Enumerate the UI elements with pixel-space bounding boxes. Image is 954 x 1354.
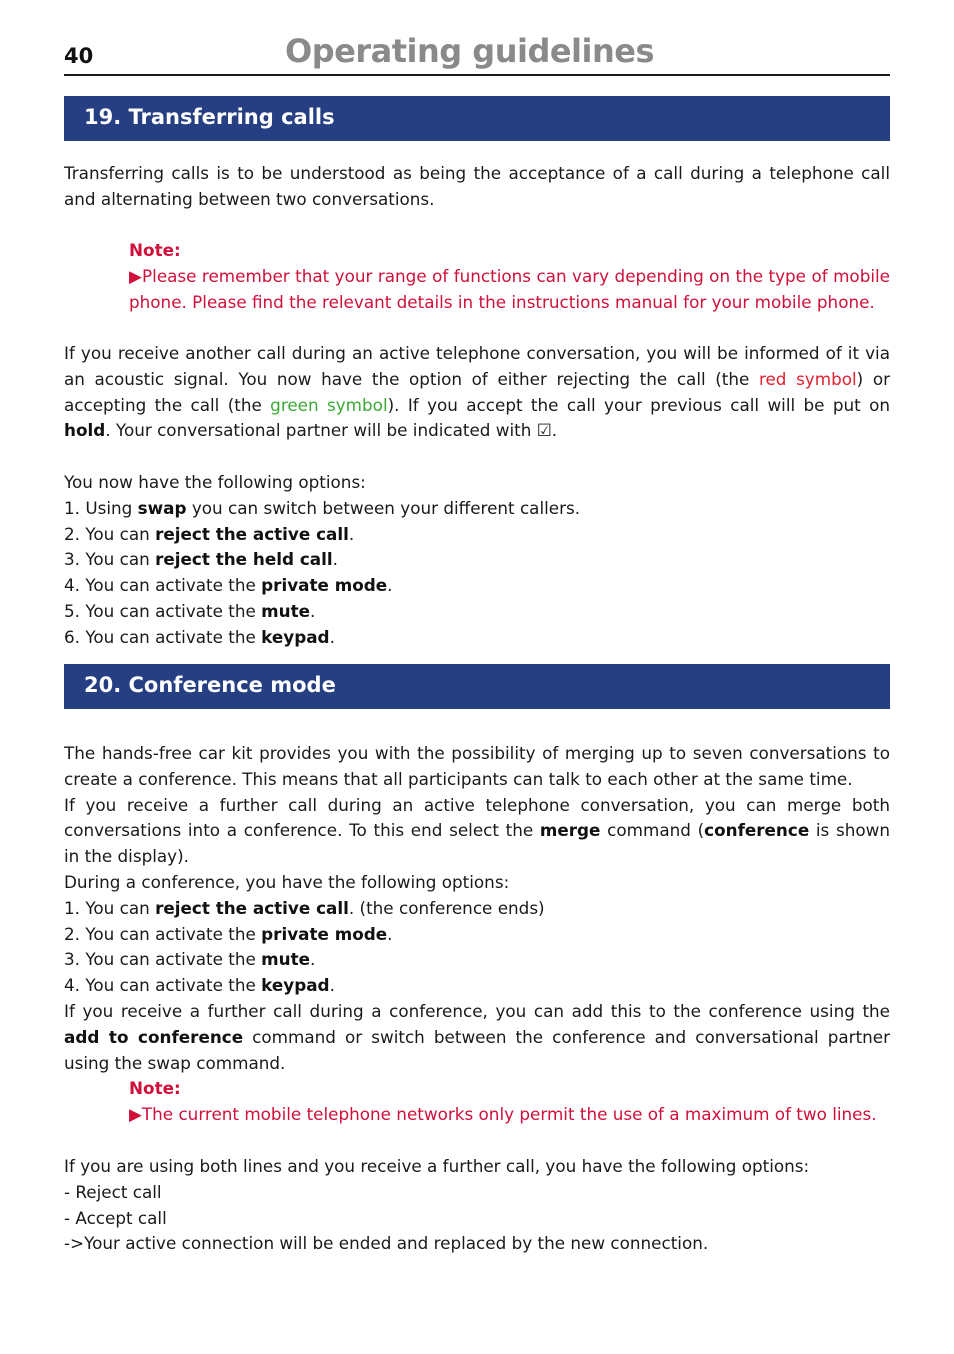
merge-term: merge	[539, 820, 601, 841]
red-symbol-text: red symbol	[758, 368, 857, 389]
add-to-conference-term: add to conference	[64, 1026, 244, 1047]
text-run: ). If you accept the call your previous call will be put on	[387, 394, 890, 415]
list-item: 1. You can reject the active call. (the conference ends)	[64, 897, 545, 918]
arrow-icon: ▶	[129, 1103, 142, 1124]
text-run: . Your conversational partner will be indicated with ☑.	[105, 420, 558, 441]
section-heading: 20. Conference mode	[84, 673, 336, 697]
note-block	[129, 1076, 890, 1128]
text-run: If you receive another call during an active telephone conversation, you will be informed of it via an acoustic signal. You now have the option of either rejecting the call (the	[64, 343, 890, 389]
arrow-icon: ▶	[129, 265, 143, 286]
section-heading-bar	[64, 96, 890, 141]
list-item: 3. You can reject the held call.	[64, 549, 338, 570]
page-header	[64, 30, 890, 76]
list-item: 2. You can reject the active call.	[64, 523, 355, 544]
list-item: ->Your active connection will be ended and replaced by the new connection.	[64, 1233, 709, 1254]
list-item: 4. You can activate the private mode.	[64, 575, 393, 596]
hold-term: hold	[64, 420, 106, 441]
list-item: 3. You can activate the mute.	[64, 949, 316, 970]
note-block	[129, 238, 890, 315]
conference-intro: The hands-free car kit provides you with the possibility of merging up to seven conversations to create a conference. This means that all participants can talk to each other at the same time.	[64, 743, 890, 789]
list-item: 4. You can activate the keypad.	[64, 975, 335, 996]
note-text: The current mobile telephone networks only permit the use of a maximum of two lines.	[141, 1103, 877, 1124]
conference-term: conference	[704, 820, 810, 841]
green-symbol-text: green symbol	[270, 394, 388, 415]
list-item: 5. You can activate the mute.	[64, 600, 316, 621]
note-text: Please remember that your range of functions can vary depending on the type of mobile phone. Please find the relevant details in the instructions manual for your mobile phone.	[129, 265, 890, 312]
page-title: Operating guidelines	[285, 32, 655, 70]
conference-body	[64, 741, 890, 1076]
page-number: 40	[64, 44, 94, 68]
list-item: - Accept call	[64, 1207, 167, 1228]
list-item: 6. You can activate the keypad.	[64, 626, 335, 647]
options-list	[64, 470, 890, 651]
options-intro: During a conference, you have the following options:	[64, 871, 510, 892]
section-heading-bar	[64, 664, 890, 709]
note-label: Note:	[129, 1078, 181, 1098]
options-intro: You now have the following options:	[64, 472, 366, 492]
list-item: 2. You can activate the private mode.	[64, 923, 393, 944]
add-to-conference-paragraph: If you receive a further call during a conference, you can add this to the conference using the add to conference command or switch between the conference and conversational partner using the swap command.	[64, 1000, 891, 1073]
list-item: - Reject call	[64, 1181, 162, 1202]
options-intro: If you are using both lines and you receive a further call, you have the following options:	[64, 1156, 810, 1176]
call-waiting-paragraph	[64, 341, 890, 444]
text-run: ) or accepting the call (the	[64, 368, 890, 415]
section-heading: 19. Transferring calls	[84, 105, 335, 129]
two-lines-options	[64, 1154, 890, 1257]
merge-paragraph: If you receive a further call during an active telephone conversation, you can merge both conversations into a conference. To this end select the merge command (conference is shown in the display).	[64, 794, 890, 867]
note-label: Note:	[129, 240, 181, 260]
list-item: 1. Using swap you can switch between your different callers.	[64, 497, 581, 518]
intro-paragraph: Transferring calls is to be understood as being the acceptance of a call during a telephone call and alternating between two conversations.	[64, 163, 890, 209]
